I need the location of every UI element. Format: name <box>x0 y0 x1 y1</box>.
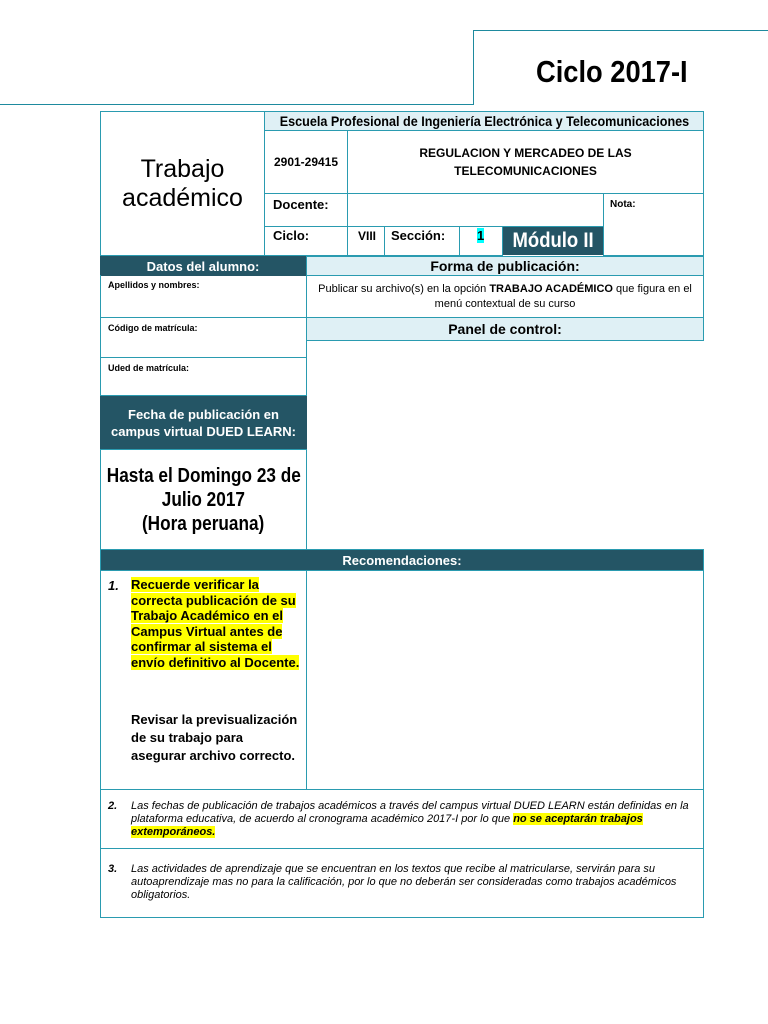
recommendation-blank <box>306 570 704 790</box>
course-code: 2901-29415 <box>264 130 348 194</box>
item1-number: 1. <box>108 578 119 593</box>
teacher-value <box>347 193 604 227</box>
module-badge: Módulo II <box>503 227 603 255</box>
grade-cell: Nota: <box>603 193 704 256</box>
cycle-label: Ciclo: <box>264 226 348 256</box>
student-header: Datos del alumno: <box>100 256 306 276</box>
title-line1: Trabajo <box>140 154 225 183</box>
item1-sub: Revisar la previsualización de su trabajo para asegurar archivo correcto. <box>131 712 298 763</box>
publication-header: Forma de publicación: <box>306 256 704 276</box>
student-uded-field: Uded de matrícula: <box>100 357 307 396</box>
title-cell <box>100 111 265 256</box>
header-line-vertical <box>473 30 474 105</box>
panel-header: Panel de control: <box>306 317 704 341</box>
student-code-field: Código de matrícula: <box>100 317 307 358</box>
recommendation-item-3: 3. Las actividades de aprendizaje que se encuentran en los textos que recibe al matricularse, servirán para su autoaprendizaje mas no para la calificación, por lo que no deberán ser consideradas como trabajos académicos obligatorios. <box>100 848 704 918</box>
section-label: Sección: <box>384 226 460 256</box>
item1-text: Recuerde verificar la correcta publicación de su Trabajo Académico en el Campus Virtual antes de confirmar al sistema el envío definitivo al Docente. <box>131 577 300 670</box>
date-deadline: Hasta el Domingo 23 de Julio 2017 (Hora peruana) <box>100 449 307 550</box>
course-name: REGULACION Y MERCADEO DE LAS TELECOMUNICACIONES <box>347 130 704 194</box>
cycle-heading: Ciclo 2017-I <box>536 54 688 89</box>
header-line-bottom <box>0 104 474 105</box>
recommendation-item-1 <box>100 570 307 790</box>
recommendations-header: Recomendaciones: <box>100 549 704 571</box>
header-line-top <box>473 30 768 31</box>
teacher-label: Docente: <box>264 193 348 227</box>
date-header: Fecha de publicación en campus virtual DUED LEARN: <box>100 396 307 450</box>
student-name-field: Apellidos y nombres: <box>100 275 307 318</box>
recommendation-item-2: 2. Las fechas de publicación de trabajos académicos a través del campus virtual DUED LEARN están definidas en la plataforma educativa, de acuerdo al cronograma académico 2017-I por lo que no se aceptarán trabajos extemporáneos. <box>100 789 704 849</box>
publication-text: Publicar su archivo(s) en la opción TRABAJO ACADÉMICO que figura en el menú contextual de su curso <box>306 275 704 318</box>
cycle-value: VIII <box>347 226 385 256</box>
title-line2: académico <box>122 183 243 212</box>
school-name: Escuela Profesional de Ingeniería Electrónica y Telecomunicaciones <box>264 111 704 131</box>
section-value: 1 <box>459 226 503 256</box>
